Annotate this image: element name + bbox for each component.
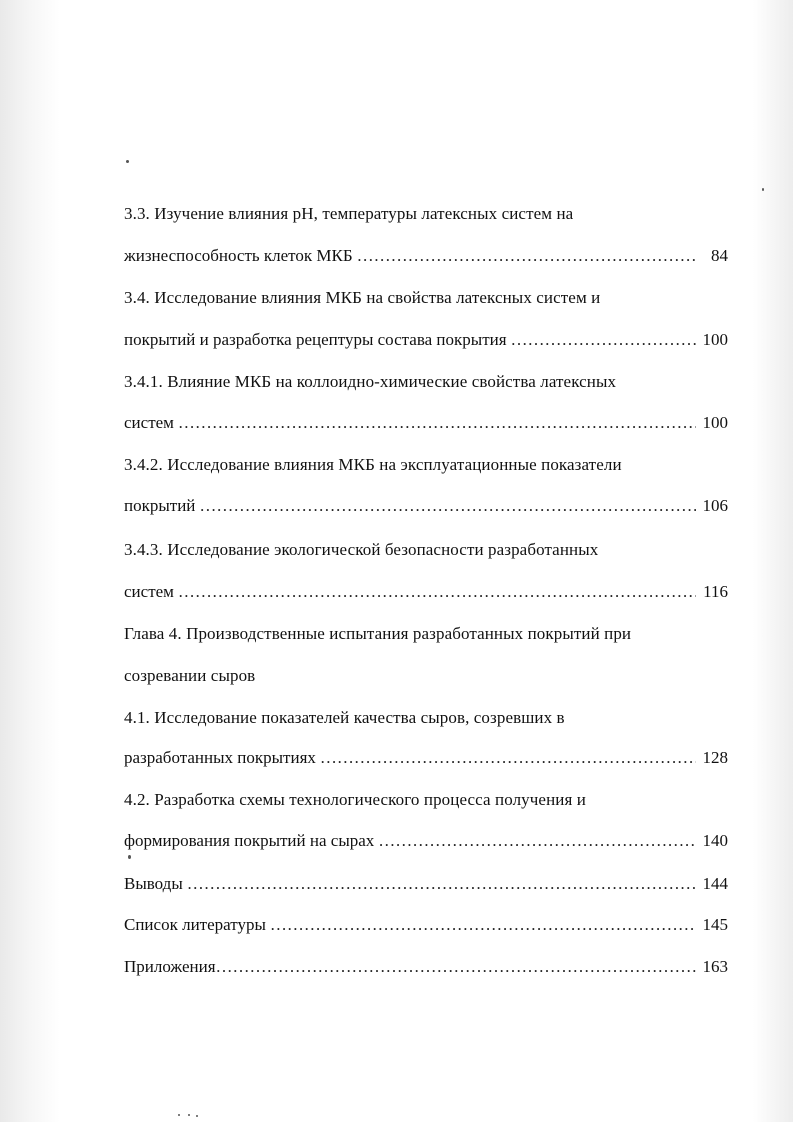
dot-leader	[378, 831, 696, 851]
toc-entry-appendices	[124, 957, 728, 977]
toc-entry-3-4-1-title: 3.4.1. Влияние МКБ на коллоидно-химические свойства латексных	[124, 372, 617, 391]
toc-entry-3-4-1	[124, 413, 728, 433]
toc-entry-3-3-title: 3.3. Изучение влияния pH, температуры латексных систем на	[124, 204, 574, 223]
toc-entry-4-2-title: 4.2. Разработка схемы технологического процесса получения и	[124, 790, 586, 809]
toc-entry-3-4-3-title-cont: систем	[124, 582, 174, 601]
toc-page-number: 163	[702, 957, 728, 976]
dot-leader	[270, 915, 696, 935]
toc-entry-4-1	[124, 748, 728, 768]
toc-entry-references	[124, 915, 728, 935]
toc-page-number: 100	[702, 330, 728, 349]
dot-leader	[511, 330, 696, 350]
dot-leader	[357, 246, 696, 266]
dot-leader	[199, 496, 696, 516]
toc-page-number: 84	[711, 246, 728, 265]
dot-leader	[216, 957, 696, 977]
toc-entry-4-2	[124, 831, 728, 851]
toc-entry-appendices-title: Приложения	[124, 957, 216, 976]
toc-entry-3-3	[124, 246, 728, 266]
toc-entry-3-4-3	[124, 582, 728, 602]
toc-page-number: 100	[702, 413, 728, 432]
toc-entry-3-3-title-cont: жизнеспособность клеток МКБ	[124, 246, 353, 265]
toc-entry-3-4-3-title: 3.4.3. Исследование экологической безопасности разработанных	[124, 540, 599, 559]
toc-entry-4-2-title-cont: формирования покрытий на сырах	[124, 831, 375, 850]
dot-leader	[178, 413, 696, 433]
scan-speck	[178, 1114, 180, 1116]
dot-leader	[320, 748, 696, 768]
toc-page-number: 128	[702, 748, 728, 767]
toc-page-number: 145	[702, 915, 728, 934]
toc-page-number: 116	[703, 582, 728, 601]
toc-entry-conclusions	[124, 874, 728, 894]
toc-entry-3-4-2-title: 3.4.2. Исследование влияния МКБ на эксплуатационные показатели	[124, 455, 622, 474]
toc-chapter-4-title-cont: созревании сыров	[124, 666, 256, 685]
toc-entry-4-1-title: 4.1. Исследование показателей качества сыров, созревших в	[124, 708, 565, 727]
scan-speck	[128, 855, 131, 859]
toc-entry-3-4	[124, 330, 728, 350]
scan-speck	[188, 1114, 190, 1116]
scan-shade-right	[753, 0, 793, 1122]
toc-entry-4-1-title-cont: разработанных покрытиях	[124, 748, 316, 767]
toc-page-number: 140	[702, 831, 728, 850]
toc-entry-3-4-title: 3.4. Исследование влияния МКБ на свойства латексных систем и	[124, 288, 601, 307]
toc-entry-3-4-2-title-cont: покрытий	[124, 496, 196, 515]
dot-leader	[187, 874, 696, 894]
toc-page-number: 144	[702, 874, 728, 893]
scan-speck	[762, 188, 764, 191]
toc-chapter-4-title: Глава 4. Производственные испытания разработанных покрытий при	[124, 624, 632, 643]
toc-entry-conclusions-title: Выводы	[124, 874, 183, 893]
scan-speck	[126, 160, 129, 163]
toc-entry-3-4-title-cont: покрытий и разработка рецептуры состава покрытия	[124, 330, 507, 349]
toc-entry-references-title: Список литературы	[124, 915, 266, 934]
dot-leader	[178, 582, 696, 602]
toc-page-number: 106	[702, 496, 728, 515]
toc-entry-3-4-2	[124, 496, 728, 516]
toc-entry-3-4-1-title-cont: систем	[124, 413, 174, 432]
scan-shade-left	[0, 0, 60, 1122]
scan-speck	[196, 1115, 198, 1117]
